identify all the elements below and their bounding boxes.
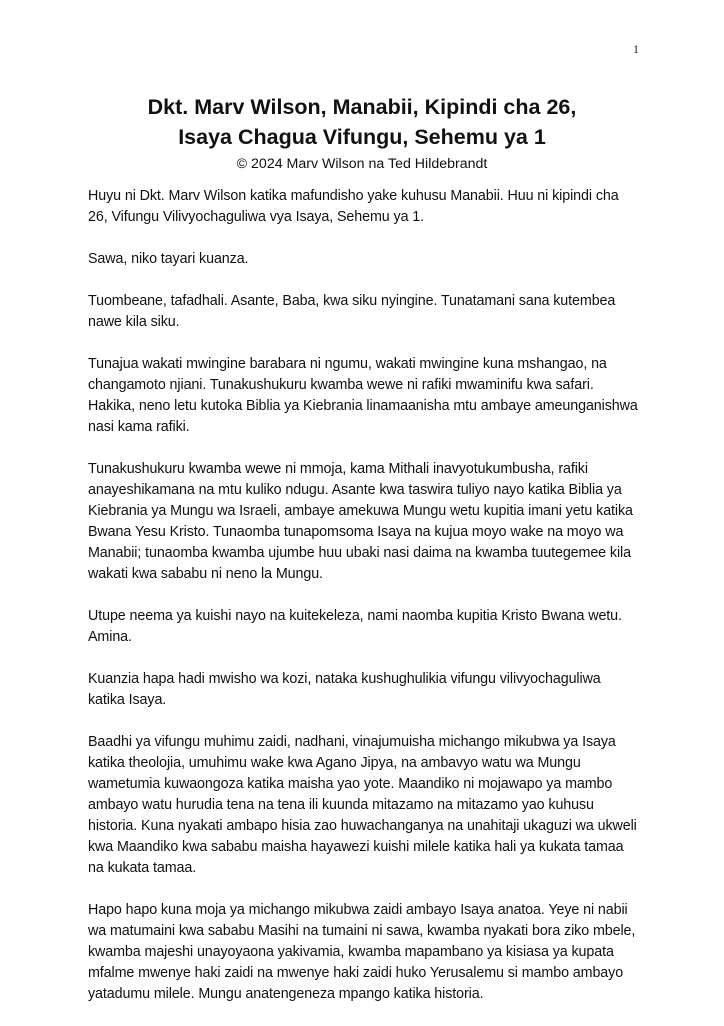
- document-header: [0, 92, 724, 174]
- paragraph: Tunajua wakati mwingine barabara ni ngumu, wakati mwingine kuna mshangao, na changamoto njiani. Tunakushukuru kwamba wewe ni rafiki mwaminifu kwa safari. Hakika, neno letu kutoka Biblia ya Kiebrania linamaanisha mtu ambaye ameunganishwa nasi kama rafiki.: [88, 356, 638, 435]
- paragraph: Hapo hapo kuna moja ya michango mikubwa zaidi ambayo Isaya anatoa. Yeye ni nabii wa matumaini kwa sababu Masihi na tumaini ni sawa, kwamba nyakati bora ziko mbele, kwamba majeshi unayoyaona yakivamia, kwamba mapambano ya kisiasa ya kupata mfalme mwenye haki zaidi na mwenye haki zaidi huko Yerusalemu si mambo ambayo yatadumu milele. Mungu anatengeneza mpango katika historia.: [88, 902, 636, 1002]
- page-number: 1: [633, 42, 639, 56]
- title-line-2: Isaya Chagua Vifungu, Sehemu ya 1: [178, 125, 546, 149]
- document-body: [88, 186, 640, 1026]
- paragraph: Utupe neema ya kuishi nayo na kuitekeleza, nami naomba kupitia Kristo Bwana wetu. Amina.: [88, 608, 622, 645]
- paragraph: Tuombeane, tafadhali. Asante, Baba, kwa siku nyingine. Tunatamani sana kutembea nawe kila siku.: [88, 293, 616, 330]
- paragraph: Baadhi ya vifungu muhimu zaidi, nadhani, vinajumuisha michango mikubwa ya Isaya katika theolojia, umuhimu wake kwa Agano Jipya, na ambavyo watu wa Mungu wametumia kuwaongoza katika maisha yao yote. Maandiko ni mojawapo ya mambo ambayo watu hurudia tena na tena ili kuunda mitazamo na mitazamo yao kuhusu historia. Kuna nyakati ambapo hisia zao huwachanganya na unahitaji ukaguzi wa ukweli kwa Maandiko kwa sababu maisha hayawezi kuishi milele katika hali ya kukata tamaa na kukata tamaa.: [88, 734, 637, 876]
- paragraph: Huyu ni Dkt. Marv Wilson katika mafundisho yake kuhusu Manabii. Huu ni kipindi cha 26, Vifungu Vilivyochaguliwa vya Isaya, Sehemu ya 1.: [88, 188, 619, 225]
- title-line-1: Dkt. Marv Wilson, Manabii, Kipindi cha 26,: [147, 95, 577, 119]
- paragraph: Tunakushukuru kwamba wewe ni mmoja, kama Mithali inavyotukumbusha, rafiki anayeshikamana na mtu kuliko ndugu. Asante kwa taswira tuliyo nayo katika Biblia ya Kiebrania ya Mungu wa Israeli, ambaye amekuwa Mungu wetu kupitia imani yetu katika Bwana Yesu Kristo. Tunaomba tunapomsoma Isaya na kujua moyo wake na moyo wa Manabii; tunaomba kwamba ujumbe huu ubaki nasi daima na kwamba tuutegemee kila wakati kwa sababu ni neno la Mungu.: [88, 461, 633, 582]
- paragraph: Kuanzia hapa hadi mwisho wa kozi, nataka kushughulikia vifungu vilivyochaguliwa katika Isaya.: [88, 671, 601, 708]
- paragraph: Sawa, niko tayari kuanza.: [88, 251, 249, 267]
- copyright-line: © 2024 Marv Wilson na Ted Hildebrandt: [236, 156, 488, 172]
